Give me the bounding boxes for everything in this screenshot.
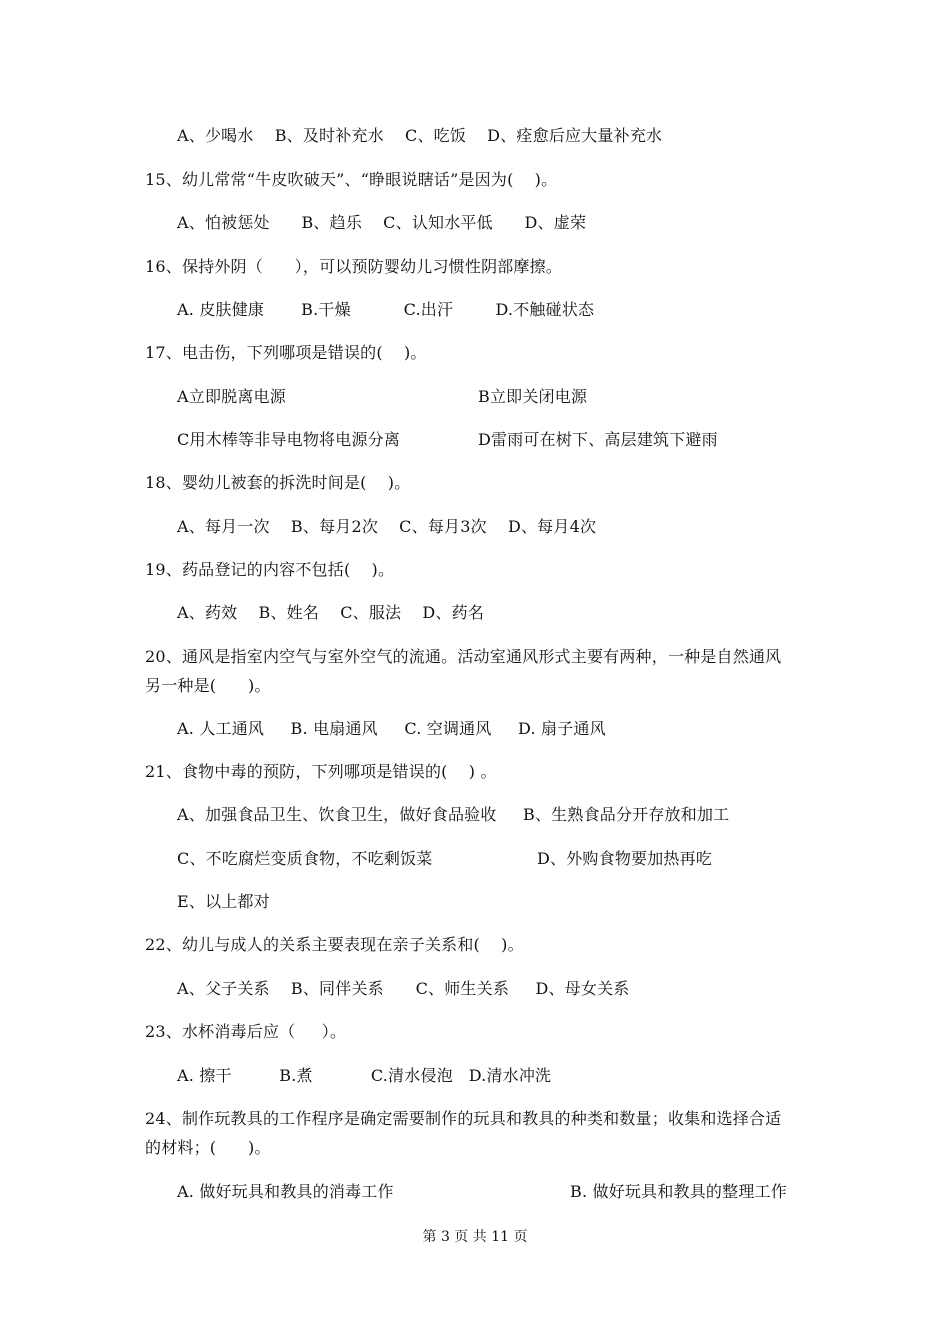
question-24-line-2: 的材料；( )。	[145, 1138, 271, 1157]
q21-options-ab: A、加强食品卫生、饮食卫生，做好食品验收 B、生熟食品分开存放和加工	[177, 805, 730, 824]
q21-option-e: E、以上都对	[177, 892, 270, 911]
q24-option-b: B. 做好玩具和教具的整理工作	[570, 1182, 787, 1201]
q19-options: A、药效 B、姓名 C、服法 D、药名	[177, 603, 485, 622]
question-20-line-1: 20、通风是指室内空气与室外空气的流通。活动室通风形式主要有两种，一种是自然通风	[145, 647, 782, 666]
question-20-line-2: 另一种是( )。	[145, 676, 271, 695]
q23-options: A. 擦干 B.煮 C.清水侵泡 D.清水冲洗	[177, 1066, 552, 1085]
q16-options: A. 皮肤健康 B.干燥 C.出汗 D.不触碰状态	[177, 300, 595, 319]
q17-option-a: A立即脱离电源	[177, 387, 286, 406]
question-21: 21、食物中毒的预防，下列哪项是错误的( ) 。	[145, 762, 497, 781]
question-16: 16、保持外阴（ ），可以预防婴幼儿习惯性阴部摩擦。	[145, 257, 563, 276]
q20-options: A. 人工通风 B. 电扇通风 C. 空调通风 D. 扇子通风	[177, 719, 606, 738]
question-18: 18、婴幼儿被套的拆洗时间是( )。	[145, 473, 411, 492]
q14-options: A、少喝水 B、及时补充水 C、吃饭 D、痊愈后应大量补充水	[177, 126, 663, 145]
question-17: 17、电击伤，下列哪项是错误的( )。	[145, 343, 427, 362]
q18-options: A、每月一次 B、每月2次 C、每月3次 D、每月4次	[177, 517, 597, 536]
question-19: 19、药品登记的内容不包括( )。	[145, 560, 395, 579]
q17-option-c: C用木棒等非导电物将电源分离	[177, 430, 401, 449]
question-22: 22、幼儿与成人的关系主要表现在亲子关系和( )。	[145, 935, 524, 954]
page-footer: 第 3 页 共 11 页	[422, 1229, 528, 1245]
question-15: 15、幼儿常常“牛皮吹破天”、“睁眼说瞎话”是因为( )。	[145, 170, 558, 189]
q21-option-d: D、外购食物要加热再吃	[537, 849, 713, 868]
question-24-line-1: 24、制作玩教具的工作程序是确定需要制作的玩具和教具的种类和数量；收集和选择合适	[145, 1109, 782, 1128]
q22-options: A、父子关系 B、同伴关系 C、师生关系 D、母女关系	[177, 979, 630, 998]
q21-option-c: C、不吃腐烂变质食物，不吃剩饭菜	[177, 849, 433, 868]
q15-options: A、怕被惩处 B、趋乐 C、认知水平低 D、虚荣	[177, 213, 587, 232]
q24-option-a: A. 做好玩具和教具的消毒工作	[177, 1182, 394, 1201]
q17-option-b: B立即关闭电源	[478, 387, 588, 406]
question-23: 23、水杯消毒后应（ ）。	[145, 1022, 347, 1041]
q17-option-d: D雷雨可在树下、高层建筑下避雨	[478, 430, 718, 449]
